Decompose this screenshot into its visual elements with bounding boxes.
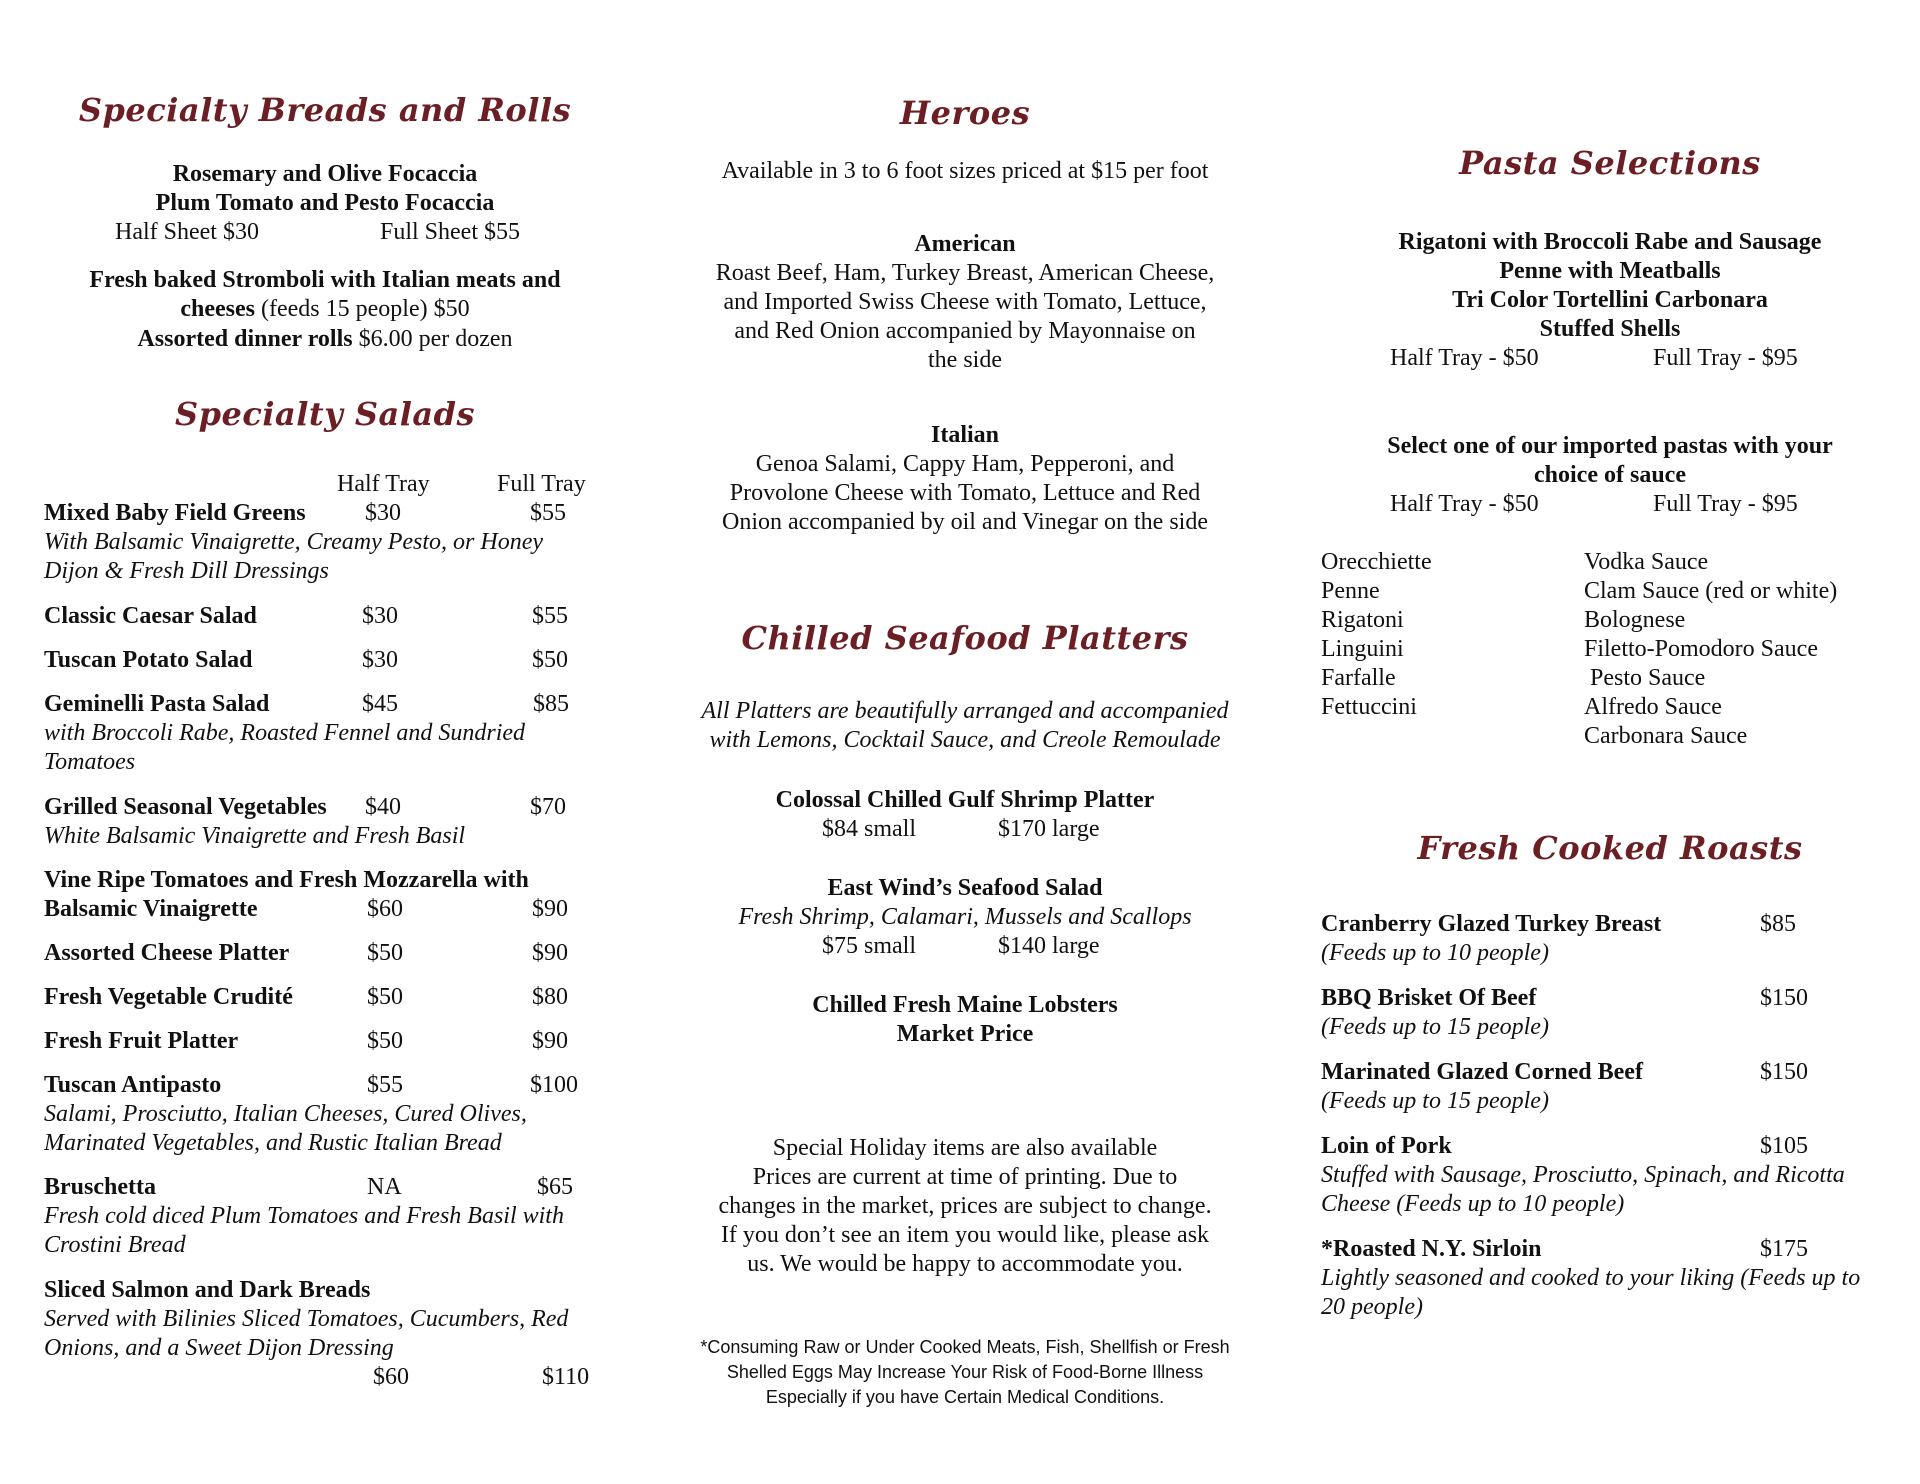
seafood-salad-small-price: $75 small bbox=[822, 933, 916, 959]
roast-desc: 20 people) bbox=[1321, 1294, 1423, 1320]
salad-desc: With Balsamic Vinaigrette, Creamy Pesto, or Honey bbox=[44, 529, 544, 555]
pasta-sauce: Pesto Sauce bbox=[1584, 665, 1706, 691]
salad-name: Tuscan Antipasto bbox=[44, 1072, 222, 1098]
stromboli-line2 bbox=[30, 295, 620, 324]
heroes-sizes: Available in 3 to 6 foot sizes priced at $15 per foot bbox=[721, 158, 1209, 184]
salad-desc: Dijon & Fresh Dill Dressings bbox=[44, 558, 329, 584]
right-column bbox=[1320, 0, 1900, 1484]
salad-name: Classic Caesar Salad bbox=[44, 603, 257, 629]
pasta-shape: Orecchiette bbox=[1321, 549, 1432, 575]
pasta-shape: Penne bbox=[1321, 578, 1380, 604]
pasta-full-tray: Full Tray - $95 bbox=[1653, 491, 1798, 517]
consumption-disclaimer: *Consuming Raw or Under Cooked Meats, Fish, Shellfish or Fresh bbox=[700, 1337, 1230, 1357]
pasta-full-tray: Full Tray - $95 bbox=[1653, 345, 1798, 371]
roast-desc: (Feeds up to 10 people) bbox=[1321, 940, 1549, 966]
pasta-select-text: Select one of our imported pastas with your bbox=[1387, 433, 1833, 459]
pasta-sauce: Vodka Sauce bbox=[1584, 549, 1709, 575]
salad-half-price: $45 bbox=[362, 691, 398, 717]
salad-name: Bruschetta bbox=[44, 1174, 156, 1200]
salad-half-price: $50 bbox=[367, 1028, 403, 1054]
consumption-disclaimer: Shelled Eggs May Increase Your Risk of Food-Borne Illness bbox=[726, 1362, 1204, 1382]
salad-full-price: $90 bbox=[532, 1028, 568, 1054]
shrimp-large-price: $170 large bbox=[998, 816, 1100, 842]
pasta-shape: Farfalle bbox=[1321, 665, 1396, 691]
holiday-notice: Prices are current at time of printing. Due to bbox=[752, 1164, 1178, 1190]
hero-american-desc: Roast Beef, Ham, Turkey Breast, American Cheese, bbox=[715, 260, 1215, 286]
pasta-shape: Rigatoni bbox=[1321, 607, 1404, 633]
salad-name: Grilled Seasonal Vegetables bbox=[44, 794, 327, 820]
hero-american-desc: the side bbox=[928, 347, 1002, 373]
seafood-salad-large-price: $140 large bbox=[998, 933, 1100, 959]
hero-italian-desc: Provolone Cheese with Tomato, Lettuce and Red bbox=[729, 480, 1201, 506]
stromboli-cheeses: cheeses bbox=[180, 296, 256, 322]
holiday-notice: If you don’t see an item you would like, please ask bbox=[720, 1222, 1210, 1248]
hero-american-desc: and Red Onion accompanied by Mayonnaise on bbox=[734, 318, 1196, 344]
roast-desc: Lightly seasoned and cooked to your liking (Feeds up to bbox=[1321, 1265, 1861, 1291]
seafood-salad-title: East Wind’s Seafood Salad bbox=[827, 875, 1103, 901]
seafood-intro: with Lemons, Cocktail Sauce, and Creole Remoulade bbox=[709, 727, 1221, 753]
salad-name: Fresh Fruit Platter bbox=[44, 1028, 239, 1054]
pasta-dish: Tri Color Tortellini Carbonara bbox=[1452, 287, 1768, 313]
salad-desc: Onions, and a Sweet Dijon Dressing bbox=[44, 1335, 394, 1361]
salad-half-price: $30 bbox=[365, 500, 401, 526]
pasta-dish: Penne with Meatballs bbox=[1499, 258, 1721, 284]
holiday-notice: changes in the market, prices are subject to change. bbox=[718, 1193, 1212, 1219]
seafood-intro: All Platters are beautifully arranged and accompanied bbox=[701, 698, 1229, 724]
salad-half-price: $50 bbox=[367, 940, 403, 966]
hero-italian-desc: Genoa Salami, Cappy Ham, Pepperoni, and bbox=[755, 451, 1175, 477]
salads-col-half: Half Tray bbox=[337, 471, 430, 497]
salad-full-price: $80 bbox=[532, 984, 568, 1010]
salad-name: Balsamic Vinaigrette bbox=[44, 896, 258, 922]
salad-desc: Served with Bilinies Sliced Tomatoes, Cucumbers, Red bbox=[44, 1306, 569, 1332]
pasta-dish: Rigatoni with Broccoli Rabe and Sausage bbox=[1398, 229, 1822, 255]
roasts-title: Fresh Cooked Roasts bbox=[1417, 829, 1803, 867]
salads-title: Specialty Salads bbox=[174, 395, 475, 433]
salad-name: Mixed Baby Field Greens bbox=[44, 500, 306, 526]
salads-col-full: Full Tray bbox=[497, 471, 586, 497]
dinner-rolls bbox=[30, 325, 620, 354]
hero-american-title: American bbox=[914, 231, 1016, 257]
salad-full-price: $90 bbox=[532, 940, 568, 966]
salad-full-price: $55 bbox=[530, 500, 566, 526]
lobster-title: Chilled Fresh Maine Lobsters bbox=[812, 992, 1118, 1018]
pasta-dish: Stuffed Shells bbox=[1539, 316, 1681, 342]
pasta-sauce: Bolognese bbox=[1584, 607, 1686, 633]
salad-half-price: $50 bbox=[367, 984, 403, 1010]
holiday-notice: Special Holiday items are also available bbox=[772, 1135, 1158, 1161]
consumption-disclaimer: Especially if you have Certain Medical Conditions. bbox=[765, 1387, 1165, 1407]
salad-half-price: NA bbox=[367, 1174, 402, 1200]
holiday-notice: us. We would be happy to accommodate you. bbox=[747, 1251, 1183, 1277]
focaccia-rosemary: Rosemary and Olive Focaccia bbox=[172, 161, 478, 187]
salad-half-price: $40 bbox=[365, 794, 401, 820]
salad-name: Vine Ripe Tomatoes and Fresh Mozzarella with bbox=[44, 867, 529, 893]
heroes-title: Heroes bbox=[899, 94, 1031, 132]
salad-full-price: $50 bbox=[532, 647, 568, 673]
roast-price: $85 bbox=[1760, 911, 1796, 937]
roast-name: *Roasted N.Y. Sirloin bbox=[1321, 1236, 1542, 1262]
middle-column bbox=[680, 0, 1250, 1484]
stromboli-line1: Fresh baked Stromboli with Italian meats and bbox=[89, 267, 561, 293]
pasta-select-text: choice of sauce bbox=[1534, 462, 1686, 488]
salad-half-price: $60 bbox=[373, 1364, 409, 1390]
pasta-sauce: Filetto-Pomodoro Sauce bbox=[1584, 636, 1818, 662]
roast-price: $150 bbox=[1760, 985, 1808, 1011]
roast-desc: (Feeds up to 15 people) bbox=[1321, 1014, 1549, 1040]
salad-desc: Marinated Vegetables, and Rustic Italian Bread bbox=[44, 1130, 502, 1156]
salad-desc: with Broccoli Rabe, Roasted Fennel and Sundried bbox=[44, 720, 526, 746]
roast-name: BBQ Brisket Of Beef bbox=[1321, 985, 1537, 1011]
pasta-shape: Fettuccini bbox=[1321, 694, 1417, 720]
salad-full-price: $110 bbox=[542, 1364, 590, 1390]
roast-desc: Cheese (Feeds up to 10 people) bbox=[1321, 1191, 1625, 1217]
seafood-salad-desc: Fresh Shrimp, Calamari, Mussels and Scallops bbox=[738, 904, 1192, 930]
half-sheet-price: Half Sheet $30 bbox=[115, 219, 259, 245]
focaccia-plum-tomato: Plum Tomato and Pesto Focaccia bbox=[155, 190, 495, 216]
roast-price: $105 bbox=[1760, 1133, 1808, 1159]
roast-price: $150 bbox=[1760, 1059, 1808, 1085]
shrimp-platter-title: Colossal Chilled Gulf Shrimp Platter bbox=[775, 787, 1155, 813]
full-sheet-price: Full Sheet $55 bbox=[380, 219, 521, 245]
roast-name: Loin of Pork bbox=[1321, 1133, 1452, 1159]
seafood-title: Chilled Seafood Platters bbox=[741, 619, 1189, 657]
left-column bbox=[30, 0, 620, 1484]
pasta-sauce: Alfredo Sauce bbox=[1584, 694, 1722, 720]
shrimp-small-price: $84 small bbox=[822, 816, 916, 842]
pasta-title: Pasta Selections bbox=[1459, 144, 1761, 182]
pasta-sauce: Clam Sauce (red or white) bbox=[1584, 578, 1838, 604]
salad-half-price: $30 bbox=[362, 603, 398, 629]
lobster-price: Market Price bbox=[896, 1021, 1034, 1047]
salad-full-price: $55 bbox=[532, 603, 568, 629]
salad-half-price: $60 bbox=[367, 896, 403, 922]
salad-desc: White Balsamic Vinaigrette and Fresh Basil bbox=[44, 823, 466, 849]
salad-full-price: $90 bbox=[532, 896, 568, 922]
hero-american-desc: and Imported Swiss Cheese with Tomato, Lettuce, bbox=[723, 289, 1207, 315]
roast-price: $175 bbox=[1760, 1236, 1808, 1262]
salad-desc: Tomatoes bbox=[44, 749, 136, 775]
roast-name: Marinated Glazed Corned Beef bbox=[1321, 1059, 1643, 1085]
dinner-rolls-price: $6.00 per dozen bbox=[352, 326, 513, 352]
pasta-half-tray: Half Tray - $50 bbox=[1390, 491, 1539, 517]
roast-desc: (Feeds up to 15 people) bbox=[1321, 1088, 1549, 1114]
pasta-shape: Linguini bbox=[1321, 636, 1404, 662]
salad-desc: Salami, Prosciutto, Italian Cheeses, Cured Olives, bbox=[44, 1101, 527, 1127]
pasta-sauce: Carbonara Sauce bbox=[1584, 723, 1748, 749]
salad-desc: Crostini Bread bbox=[44, 1232, 186, 1258]
salad-name: Fresh Vegetable Crudité bbox=[44, 984, 293, 1010]
roast-name: Cranberry Glazed Turkey Breast bbox=[1321, 911, 1662, 937]
salad-full-price: $70 bbox=[530, 794, 566, 820]
salad-full-price: $100 bbox=[530, 1072, 578, 1098]
hero-italian-title: Italian bbox=[930, 422, 999, 448]
salad-half-price: $30 bbox=[362, 647, 398, 673]
salad-full-price: $65 bbox=[537, 1174, 573, 1200]
pasta-half-tray: Half Tray - $50 bbox=[1390, 345, 1539, 371]
salad-name: Geminelli Pasta Salad bbox=[44, 691, 270, 717]
salad-name: Tuscan Potato Salad bbox=[44, 647, 253, 673]
salad-desc: Fresh cold diced Plum Tomatoes and Fresh Basil with bbox=[44, 1203, 564, 1229]
salad-full-price: $85 bbox=[533, 691, 569, 717]
roast-desc: Stuffed with Sausage, Prosciutto, Spinach, and Ricotta bbox=[1321, 1162, 1845, 1188]
dinner-rolls-name: Assorted dinner rolls bbox=[137, 326, 353, 352]
salad-name: Assorted Cheese Platter bbox=[44, 940, 290, 966]
breads-title: Specialty Breads and Rolls bbox=[78, 91, 572, 129]
stromboli-feeds: (feeds 15 people) $50 bbox=[255, 296, 470, 322]
hero-italian-desc: Onion accompanied by oil and Vinegar on the side bbox=[722, 509, 1208, 535]
salad-half-price: $55 bbox=[367, 1072, 403, 1098]
salad-name: Sliced Salmon and Dark Breads bbox=[44, 1277, 371, 1303]
